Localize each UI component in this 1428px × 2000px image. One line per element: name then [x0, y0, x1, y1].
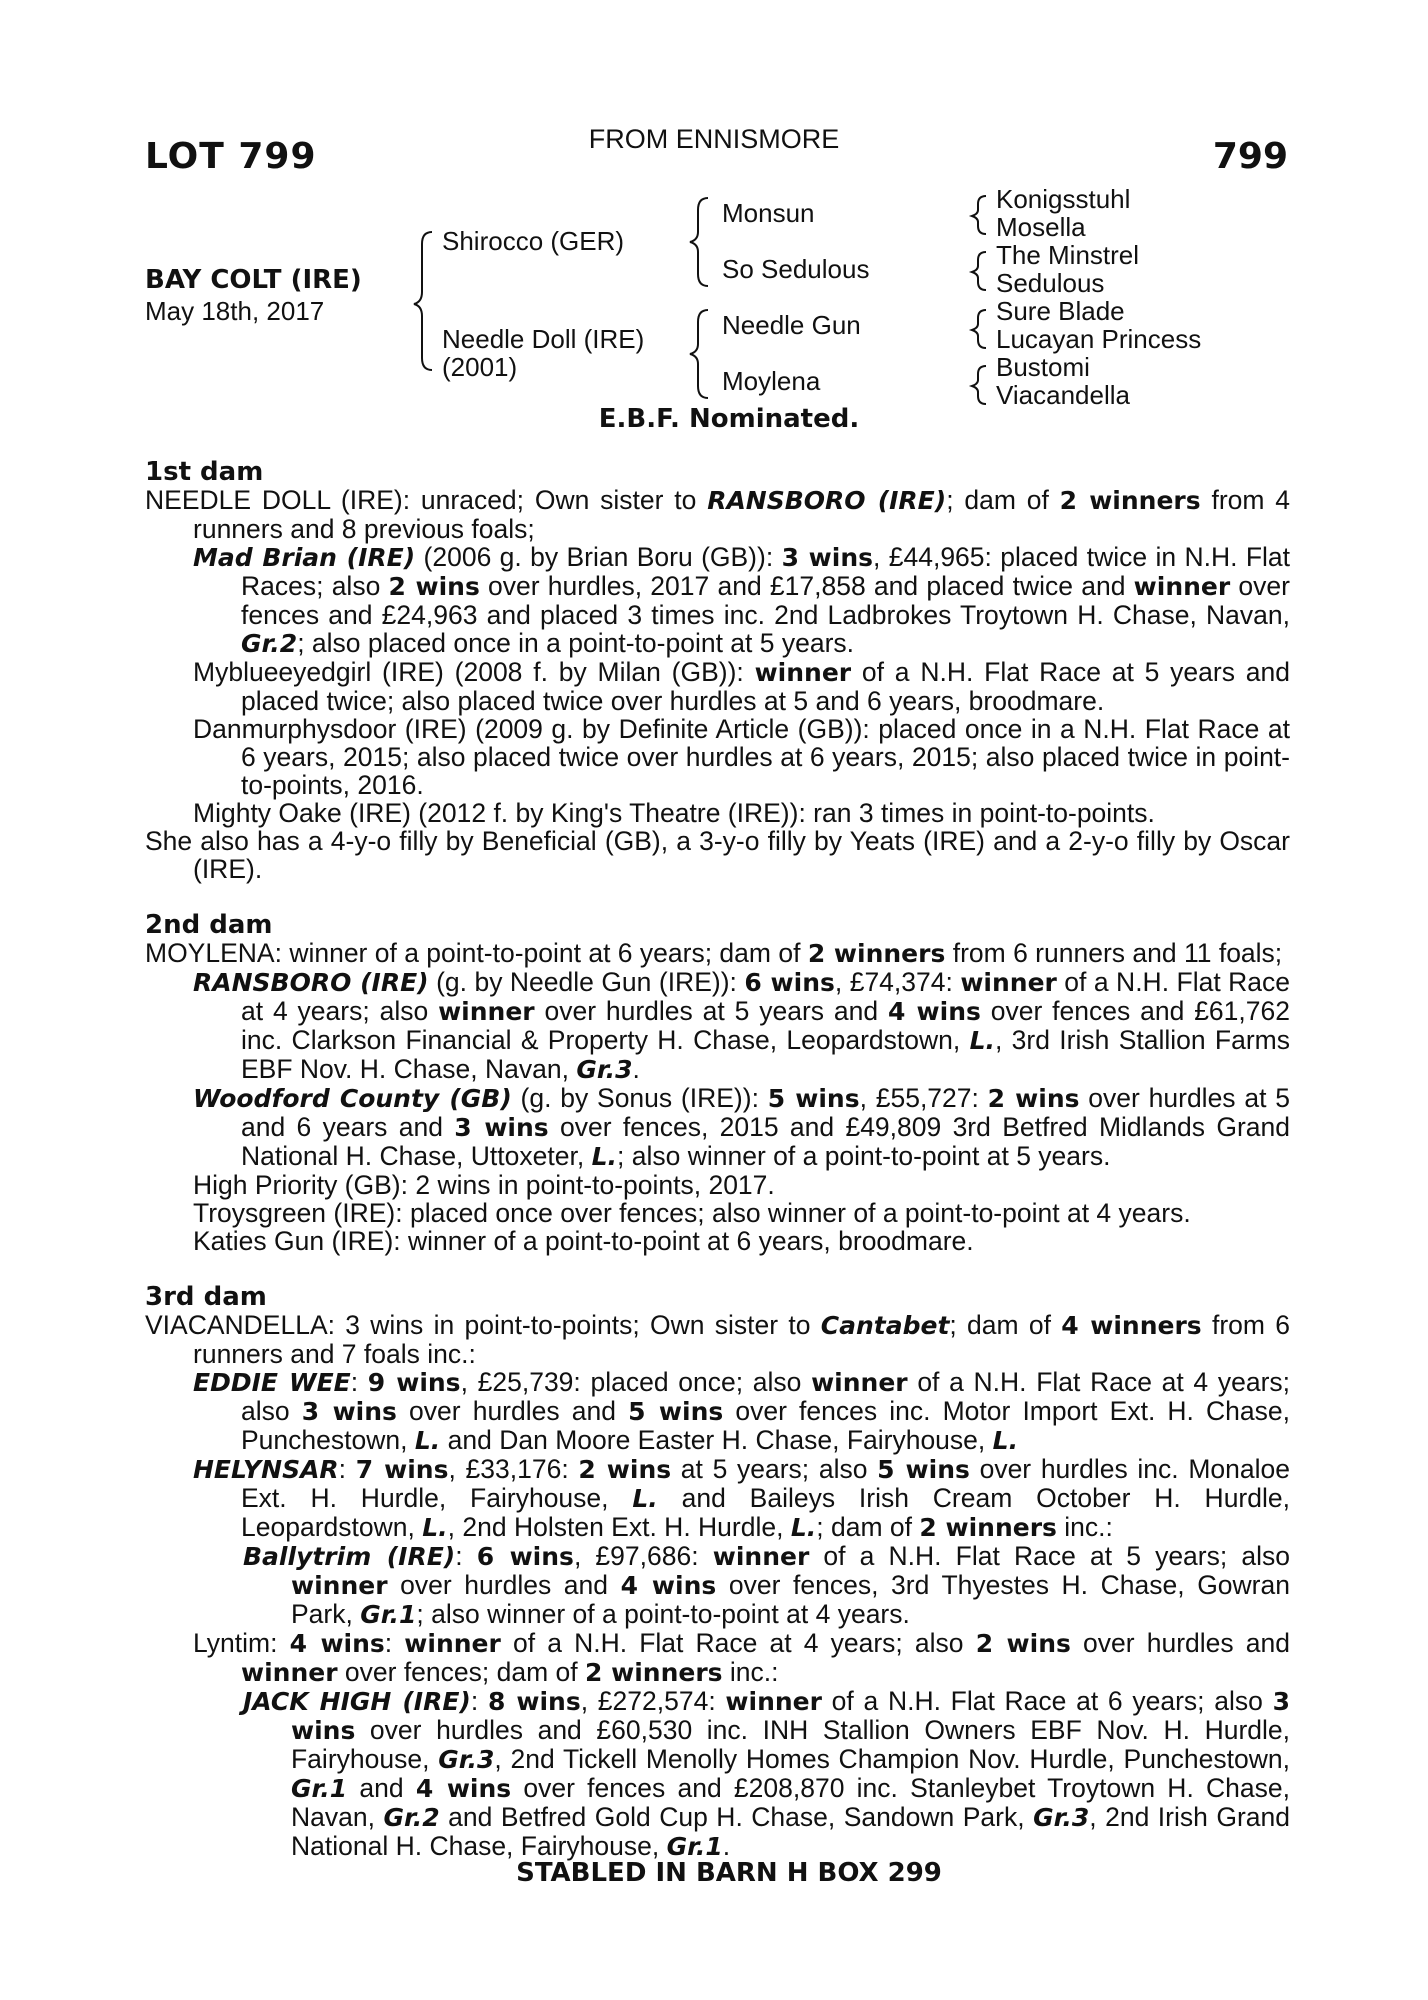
record-text: over hurdles and [396, 1396, 629, 1426]
record-text: Troysgreen (IRE): placed once over fences; also winner of a point-to-point at 4 years. [193, 1198, 1191, 1228]
record-text: : [455, 1541, 477, 1571]
record-text: ; also winner of a point-to-point at 4 years. [416, 1599, 910, 1629]
wins-emphasis: winner [725, 1687, 822, 1716]
pedigree-brackets [0, 0, 1428, 420]
record-text: Lyntim: [193, 1628, 290, 1658]
produce-record [145, 827, 1290, 883]
section-gap [145, 883, 1290, 911]
wins-emphasis: 2 wins [975, 1629, 1071, 1658]
wins-emphasis: 2 wins [987, 1084, 1080, 1113]
record-text: (2006 g. by Brian Boru (GB)): [415, 542, 782, 572]
produce-record [145, 1171, 1290, 1199]
wins-emphasis: 3 wins [781, 543, 874, 572]
record-text: , 3rd Irish Stallion Farms EBF Nov. H. Chase, Navan, [241, 1025, 1290, 1084]
record-text: MOYLENA: winner of a point-to-point at 6 years; dam of [145, 938, 808, 968]
produce-record [145, 486, 1290, 543]
wins-emphasis: winner [404, 1629, 501, 1658]
wins-emphasis: 5 wins [767, 1084, 860, 1113]
record-text: , £74,374: [834, 967, 961, 997]
gen3-ancestor: Mosella [996, 212, 1086, 242]
record-text: at 5 years; also [671, 1454, 878, 1484]
wins-emphasis: 8 wins [487, 1687, 581, 1716]
record-text: ; also placed once in a point-to-point at 5 years. [297, 628, 855, 658]
section-gap [145, 1255, 1290, 1283]
produce-record [145, 939, 1290, 968]
bracket-main [414, 232, 432, 370]
record-text: of a N.H. Flat Race at 4 years; also [500, 1628, 976, 1658]
record-text: and Betfred Gold Cup H. Chase, Sandown Park, [439, 1802, 1034, 1832]
horse-or-grade-emphasis: Cantabet [820, 1311, 950, 1340]
record-text: Katies Gun (IRE): winner of a point-to-point at 6 years, broodmare. [193, 1226, 974, 1256]
wins-emphasis: 3 wins [291, 1687, 1290, 1745]
horse-or-grade-emphasis: L. [591, 1142, 617, 1171]
record-text: and Dan Moore Easter H. Chase, Fairyhouse, [440, 1425, 993, 1455]
record-text: and [347, 1773, 416, 1803]
horse-or-grade-emphasis: L. [414, 1426, 441, 1455]
record-text: of a N.H. Flat Race at 5 years and placed twice; also placed twice over hurdles at 5 and 6 years, broodmare. [241, 657, 1290, 716]
record-text: , £25,739: placed once; also [460, 1367, 812, 1397]
record-text: inc.: [722, 1657, 779, 1687]
produce-record [145, 1687, 1290, 1861]
record-text: of a N.H. Flat Race at 6 years; also [821, 1686, 1273, 1716]
bracket-sire [690, 198, 708, 286]
catalogue-body [145, 458, 1290, 1861]
record-text: . [632, 1054, 640, 1084]
record-text: ; also winner of a point-to-point at 5 years. [617, 1141, 1111, 1171]
wins-emphasis: 2 wins [578, 1455, 672, 1484]
horse-or-grade-emphasis: Gr.2 [383, 1803, 440, 1832]
record-text: over hurdles at 5 and 6 years and [241, 1083, 1290, 1142]
bracket-so-sedulous [972, 252, 986, 290]
horse-or-grade-emphasis: Gr.1 [360, 1600, 417, 1629]
gen3-ancestor: Sedulous [996, 268, 1105, 298]
wins-emphasis: 4 wins [415, 1774, 512, 1803]
wins-emphasis: winner [960, 968, 1057, 997]
wins-emphasis: winner [754, 658, 852, 687]
record-text: , 2nd Irish Grand National H. Chase, Fairyhouse, [291, 1802, 1290, 1861]
record-text: and Baileys Irish Cream October H. Hurdle, Leopardstown, [241, 1483, 1290, 1542]
wins-emphasis: 4 wins [887, 997, 981, 1026]
sire-name: Shirocco (GER) [442, 226, 625, 256]
wins-emphasis: 2 winners [807, 939, 946, 968]
wins-emphasis: winner [438, 997, 535, 1026]
record-text: , £33,176: [448, 1454, 579, 1484]
record-text: inc.: [1056, 1512, 1113, 1542]
gen3-ancestor: Lucayan Princess [996, 324, 1202, 354]
wins-emphasis: 4 winners [1061, 1311, 1202, 1340]
bracket-moylena [972, 366, 986, 404]
granddam-dam: Moylena [722, 366, 821, 396]
record-text: over hurdles, 2017 and £17,858 and placed twice and [479, 571, 1134, 601]
lot-label: LOT 799 [145, 136, 317, 177]
bracket-needle-gun [972, 310, 986, 348]
record-text: . [722, 1831, 731, 1861]
horse-or-grade-emphasis: Gr.1 [666, 1832, 723, 1861]
gen3-ancestor: Viacandella [996, 380, 1130, 410]
produce-record [145, 1227, 1290, 1255]
wins-emphasis: 6 wins [744, 968, 835, 997]
record-text: of a N.H. Flat Race at 4 years; also [241, 1367, 1291, 1426]
bracket-monsun [972, 196, 986, 234]
produce-record [145, 1455, 1290, 1542]
record-text: She also has a 4-y-o filly by Beneficial (GB), a 3-y-o filly by Yeats (IRE) and a 2-y-o filly by Oscar (IRE). [145, 826, 1290, 884]
record-text: over fences and £61,762 inc. Clarkson Financial & Property H. Chase, Leopardstown, [241, 996, 1290, 1055]
record-text: NEEDLE DOLL (IRE): unraced; Own sister to [145, 485, 708, 515]
section-heading: 1st dam [145, 457, 264, 487]
record-text: over hurdles and [387, 1570, 621, 1600]
horse-title: BAY COLT (IRE) [145, 265, 362, 295]
horse-or-grade-emphasis: Ballytrim (IRE) [243, 1542, 456, 1571]
horse-or-grade-emphasis: L. [422, 1513, 448, 1542]
horse-or-grade-emphasis: JACK HIGH (IRE) [243, 1687, 471, 1716]
record-text: (g. by Needle Gun (IRE)): [428, 967, 745, 997]
produce-record [145, 1629, 1290, 1687]
horse-or-grade-emphasis: EDDIE WEE [193, 1368, 351, 1397]
produce-record [145, 968, 1290, 1084]
wins-emphasis: 7 wins [355, 1455, 449, 1484]
record-text: over hurdles and [1070, 1628, 1290, 1658]
record-text: (g. by Sonus (IRE)): [511, 1083, 768, 1113]
produce-record [145, 1084, 1290, 1171]
wins-emphasis: 3 wins [301, 1397, 397, 1426]
record-text: : [338, 1454, 356, 1484]
horse-or-grade-emphasis: Gr.1 [291, 1774, 348, 1803]
produce-record [145, 1311, 1290, 1368]
horse-or-grade-emphasis: RANSBORO (IRE) [707, 486, 947, 515]
dam-year: (2001) [442, 352, 518, 382]
horse-or-grade-emphasis: L. [992, 1426, 1019, 1455]
wins-emphasis: 2 winners [1059, 486, 1201, 515]
ebf-nominated: E.B.F. Nominated. [598, 404, 860, 434]
record-text: , £272,574: [580, 1686, 726, 1716]
record-text: from 6 runners and 7 foals inc.: [193, 1310, 1290, 1369]
record-text: from 6 runners and 11 foals; [945, 938, 1283, 968]
record-text: over fences, 2015 and £49,809 3rd Betfred Midlands Grand National H. Chase, Uttoxeter, [241, 1112, 1290, 1171]
record-text: : [350, 1367, 368, 1397]
record-text: over hurdles at 5 years and [534, 996, 888, 1026]
record-text: Danmurphysdoor (IRE) (2009 g. by Definite Article (GB)): placed once in a N.H. Flat Race at 6 years, 2015; also placed twice over hurdles at 6 years, 2015; also placed twice in point-to-points, 2016. [193, 714, 1290, 800]
produce-record [145, 799, 1290, 827]
record-text: over hurdles and £60,530 inc. INH Stallion Owners EBF Nov. H. Hurdle, Fairyhouse, [291, 1715, 1290, 1774]
wins-emphasis: 3 wins [454, 1113, 549, 1142]
foaling-date: May 18th, 2017 [145, 296, 325, 326]
record-text: ; dam of [949, 1310, 1062, 1340]
record-text: over fences and £24,963 and placed 3 times inc. 2nd Ladbrokes Troytown H. Chase, Navan, [241, 571, 1290, 630]
horse-or-grade-emphasis: Woodford County (GB) [193, 1084, 512, 1113]
record-text: : [384, 1628, 405, 1658]
produce-record [145, 1542, 1290, 1629]
record-text: , 2nd Holsten Ext. H. Hurdle, [447, 1512, 791, 1542]
record-text: , £55,727: [859, 1083, 988, 1113]
produce-record [145, 658, 1290, 715]
record-text: over fences, 3rd Thyestes H. Chase, Gowran Park, [291, 1570, 1290, 1629]
record-text: ; dam of [946, 485, 1060, 515]
wins-emphasis: winner [811, 1368, 908, 1397]
gen3-ancestor: Bustomi [996, 352, 1090, 382]
dam-name: Needle Doll (IRE) [442, 324, 645, 354]
horse-or-grade-emphasis: Mad Brian (IRE) [193, 543, 416, 572]
record-text: from 4 runners and 8 previous foals; [193, 485, 1291, 544]
horse-or-grade-emphasis: L. [969, 1026, 995, 1055]
wins-emphasis: 4 wins [289, 1629, 385, 1658]
wins-emphasis: 4 wins [620, 1571, 717, 1600]
produce-record [145, 715, 1290, 799]
record-text: over fences and £208,870 inc. Stanleybet Troytown H. Chase, Navan, [291, 1773, 1290, 1832]
wins-emphasis: winner [241, 1658, 338, 1687]
horse-or-grade-emphasis: L. [632, 1484, 658, 1513]
record-text: Mighty Oake (IRE) (2012 f. by King's Theatre (IRE)): ran 3 times in point-to-points. [193, 798, 1155, 828]
record-text: , 2nd Tickell Menolly Homes Champion Nov. Hurdle, Punchestown, [494, 1744, 1290, 1774]
horse-or-grade-emphasis: L. [790, 1513, 817, 1542]
horse-or-grade-emphasis: Gr.3 [576, 1055, 633, 1084]
record-text: over hurdles inc. Monaloe Ext. H. Hurdle, Fairyhouse, [241, 1454, 1290, 1513]
bracket-dam [690, 310, 708, 398]
record-text: over fences; dam of [337, 1657, 586, 1687]
record-text: VIACANDELLA: 3 wins in point-to-points; Own sister to [145, 1310, 821, 1340]
record-text: of a N.H. Flat Race at 4 years; also [241, 967, 1290, 1026]
lot-number: 799 [1212, 136, 1288, 177]
wins-emphasis: winner [291, 1571, 388, 1600]
grandsire-dam: Needle Gun [722, 310, 861, 340]
record-text: : [470, 1686, 488, 1716]
record-text: High Priority (GB): 2 wins in point-to-points, 2017. [193, 1170, 775, 1200]
record-text: over fences inc. Motor Import Ext. H. Chase, Punchestown, [241, 1396, 1290, 1455]
section-heading: 3rd dam [145, 1282, 267, 1312]
record-text: , £97,686: [573, 1541, 713, 1571]
wins-emphasis: 2 winners [919, 1513, 1057, 1542]
record-text: of a N.H. Flat Race at 5 years; also [809, 1541, 1290, 1571]
wins-emphasis: 5 wins [628, 1397, 724, 1426]
consignor: FROM ENNISMORE [588, 124, 840, 154]
horse-or-grade-emphasis: HELYNSAR [193, 1455, 339, 1484]
wins-emphasis: 2 winners [585, 1658, 723, 1687]
gen3-ancestor: Konigsstuhl [996, 184, 1131, 214]
gen3-ancestor: Sure Blade [996, 296, 1125, 326]
record-text: , £44,965: placed twice in N.H. Flat Races; also [241, 542, 1290, 601]
wins-emphasis: 2 wins [388, 572, 480, 601]
gen3-ancestor: The Minstrel [996, 240, 1140, 270]
stabling-note: STABLED IN BARN H BOX 299 [516, 1858, 942, 1888]
produce-record [145, 1368, 1290, 1455]
record-text: Myblueeyedgirl (IRE) (2008 f. by Milan (GB)): [193, 657, 755, 687]
produce-record [145, 1199, 1290, 1227]
horse-or-grade-emphasis: Gr.3 [438, 1745, 495, 1774]
horse-or-grade-emphasis: RANSBORO (IRE) [193, 968, 429, 997]
record-text: ; dam of [816, 1512, 920, 1542]
horse-or-grade-emphasis: Gr.3 [1033, 1803, 1090, 1832]
wins-emphasis: 5 wins [877, 1455, 970, 1484]
wins-emphasis: winner [1133, 572, 1231, 601]
grandsire-sire: Monsun [722, 198, 815, 228]
granddam-sire: So Sedulous [722, 254, 870, 284]
wins-emphasis: winner [712, 1542, 810, 1571]
section-heading: 2nd dam [145, 910, 273, 940]
wins-emphasis: 6 wins [476, 1542, 574, 1571]
horse-or-grade-emphasis: Gr.2 [241, 629, 298, 658]
wins-emphasis: 9 wins [367, 1368, 461, 1397]
produce-record [145, 543, 1290, 658]
